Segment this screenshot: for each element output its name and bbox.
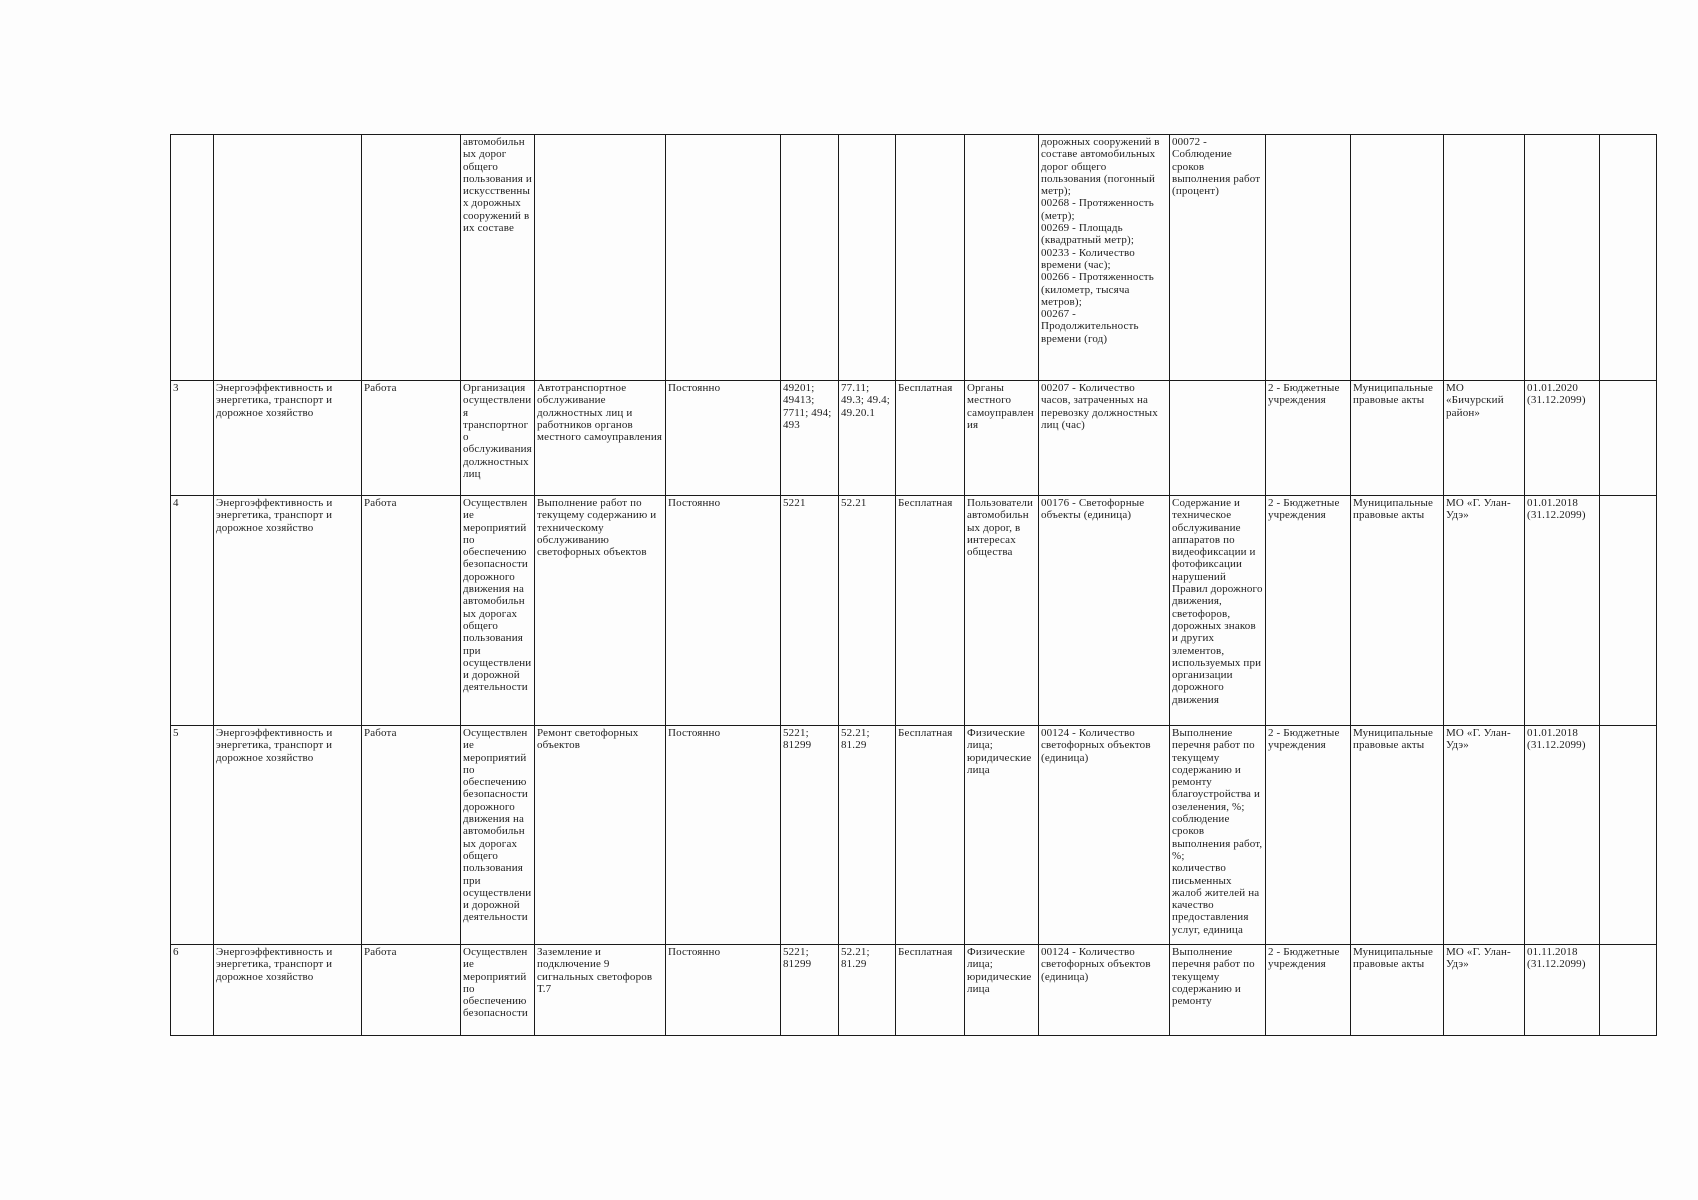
legal-acts-cell: Муниципальные правовые акты [1351, 496, 1444, 726]
row-number-cell [171, 135, 214, 381]
consumers-cell: Физические лица; юридические лица [965, 945, 1039, 1036]
okved-code-cell: 5221; 81299 [781, 945, 839, 1036]
consumers-cell: Физические лица; юридические лица [965, 726, 1039, 945]
quality-indicators-cell: 00072 - Соблюдение сроков выполнения работ (процент) [1170, 135, 1266, 381]
work-content-cell [535, 135, 666, 381]
work-name-cell: автомобильных дорог общего пользования и искусственных дорожных сооружений в их составе [461, 135, 535, 381]
institution-type-cell: 2 - Бюджетные учреждения [1266, 945, 1351, 1036]
work-content-cell: Заземление и подключение 9 сигнальных светофоров Т.7 [535, 945, 666, 1036]
consumers-cell: Пользователи автомобильных дорог, в интересах общества [965, 496, 1039, 726]
legal-acts-cell [1351, 135, 1444, 381]
dates-cell: 01.01.2018 (31.12.2099) [1525, 496, 1600, 726]
type-cell [362, 135, 461, 381]
payment-cell: Бесплатная [896, 496, 965, 726]
okved-code-cell: 5221 [781, 496, 839, 726]
quality-indicators-cell [1170, 381, 1266, 496]
dates-cell [1525, 135, 1600, 381]
conditions-cell: Постоянно [666, 381, 781, 496]
payment-cell [896, 135, 965, 381]
payment-cell: Бесплатная [896, 945, 965, 1036]
institution-type-cell: 2 - Бюджетные учреждения [1266, 726, 1351, 945]
type-cell: Работа [362, 496, 461, 726]
okved-code-cell [781, 135, 839, 381]
okved2-code-cell: 52.21 [839, 496, 896, 726]
municipality-cell: МО «Г. Улан-Удэ» [1444, 496, 1525, 726]
okved2-code-cell: 52.21; 81.29 [839, 726, 896, 945]
notes-cell [1600, 381, 1657, 496]
okved2-code-cell: 52.21; 81.29 [839, 945, 896, 1036]
volume-indicators-cell: 00176 - Светофорные объекты (единица) [1039, 496, 1170, 726]
notes-cell [1600, 945, 1657, 1036]
consumers-cell [965, 135, 1039, 381]
okved-code-cell: 49201; 49413; 7711; 494; 493 [781, 381, 839, 496]
type-cell: Работа [362, 726, 461, 945]
notes-cell [1600, 726, 1657, 945]
row-number-cell: 4 [171, 496, 214, 726]
institution-type-cell: 2 - Бюджетные учреждения [1266, 381, 1351, 496]
sphere-cell: Энергоэффективность и энергетика, транспорт и дорожное хозяйство [214, 945, 362, 1036]
type-cell: Работа [362, 945, 461, 1036]
volume-indicators-cell: дорожных сооружений в составе автомобильных дорог общего пользования (погонный метр); 00268 - Протяженность (метр); 00269 - Площадь (квадратный метр); 00233 - Количество времени (час); 00266 - Протяженность (километр, тысяча метров); 00267 - Продолжительность времени (год) [1039, 135, 1170, 381]
quality-indicators-cell: Выполнение перечня работ по текущему содержанию и ремонту [1170, 945, 1266, 1036]
quality-indicators-cell: Содержание и техническое обслуживание аппаратов по видеофиксации и фотофиксации нарушений Правил дорожного движения, светофоров, дорожных знаков и других элементов, используемых при организации дорожного движения [1170, 496, 1266, 726]
dates-cell: 01.01.2020 (31.12.2099) [1525, 381, 1600, 496]
dates-cell: 01.11.2018 (31.12.2099) [1525, 945, 1600, 1036]
conditions-cell: Постоянно [666, 496, 781, 726]
work-name-cell: Осуществление мероприятий по обеспечению безопасности дорожного движения на автомобильных дорогах общего пользования при осуществлении дорожной деятельности [461, 726, 535, 945]
sphere-cell: Энергоэффективность и энергетика, транспорт и дорожное хозяйство [214, 496, 362, 726]
okved2-code-cell [839, 135, 896, 381]
legal-acts-cell: Муниципальные правовые акты [1351, 726, 1444, 945]
institution-type-cell: 2 - Бюджетные учреждения [1266, 496, 1351, 726]
work-content-cell: Автотранспортное обслуживание должностных лиц и работников органов местного самоуправления [535, 381, 666, 496]
conditions-cell [666, 135, 781, 381]
work-name-cell: Организация осуществления транспортного обслуживания должностных лиц [461, 381, 535, 496]
sphere-cell: Энергоэффективность и энергетика, транспорт и дорожное хозяйство [214, 381, 362, 496]
legal-acts-cell: Муниципальные правовые акты [1351, 945, 1444, 1036]
sphere-cell: Энергоэффективность и энергетика, транспорт и дорожное хозяйство [214, 726, 362, 945]
conditions-cell: Постоянно [666, 726, 781, 945]
payment-cell: Бесплатная [896, 726, 965, 945]
dates-cell: 01.01.2018 (31.12.2099) [1525, 726, 1600, 945]
municipality-cell: МО «Г. Улан-Удэ» [1444, 726, 1525, 945]
volume-indicators-cell: 00207 - Количество часов, затраченных на перевозку должностных лиц (час) [1039, 381, 1170, 496]
work-content-cell: Выполнение работ по текущему содержанию и техническому обслуживанию светофорных объектов [535, 496, 666, 726]
volume-indicators-cell: 00124 - Количество светофорных объектов (единица) [1039, 726, 1170, 945]
okved2-code-cell: 77.11; 49.3; 49.4; 49.20.1 [839, 381, 896, 496]
notes-cell [1600, 496, 1657, 726]
table-row [171, 135, 1657, 381]
legal-acts-cell: Муниципальные правовые акты [1351, 381, 1444, 496]
notes-cell [1600, 135, 1657, 381]
row-number-cell: 5 [171, 726, 214, 945]
payment-cell: Бесплатная [896, 381, 965, 496]
services-table [170, 134, 1657, 1036]
sphere-cell [214, 135, 362, 381]
table-row [171, 496, 1657, 726]
consumers-cell: Органы местного самоуправления [965, 381, 1039, 496]
work-name-cell: Осуществление мероприятий по обеспечению безопасности дорожного движения на автомобильных дорогах общего пользования при осуществлении дорожной деятельности [461, 496, 535, 726]
work-name-cell: Осуществление мероприятий по обеспечению безопасности [461, 945, 535, 1036]
conditions-cell: Постоянно [666, 945, 781, 1036]
row-number-cell: 3 [171, 381, 214, 496]
table-row [171, 945, 1657, 1036]
quality-indicators-cell: Выполнение перечня работ по текущему содержанию и ремонту благоустройства и озеленения, %; соблюдение сроков выполнения работ, %; количество письменных жалоб жителей на качество предоставления услуг, единица [1170, 726, 1266, 945]
table-row [171, 726, 1657, 945]
work-content-cell: Ремонт светофорных объектов [535, 726, 666, 945]
municipality-cell [1444, 135, 1525, 381]
institution-type-cell [1266, 135, 1351, 381]
row-number-cell: 6 [171, 945, 214, 1036]
municipality-cell: МО «Г. Улан-Удэ» [1444, 945, 1525, 1036]
volume-indicators-cell: 00124 - Количество светофорных объектов (единица) [1039, 945, 1170, 1036]
municipality-cell: МО «Бичурский район» [1444, 381, 1525, 496]
okved-code-cell: 5221; 81299 [781, 726, 839, 945]
type-cell: Работа [362, 381, 461, 496]
table-row [171, 381, 1657, 496]
